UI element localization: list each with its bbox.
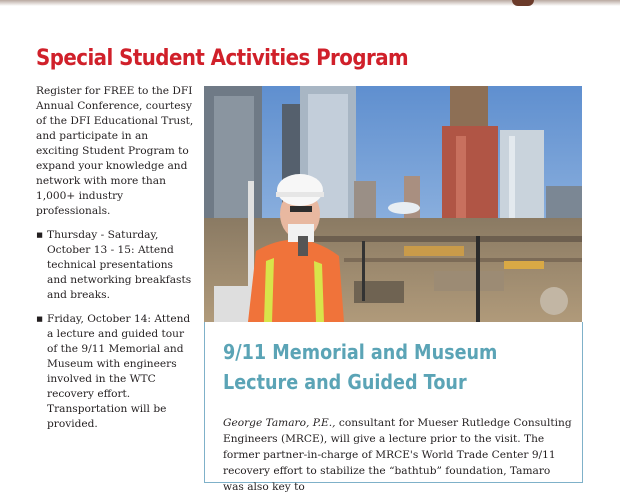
bullet-icon: ▪ (36, 313, 44, 325)
bullet-icon: ▪ (36, 229, 44, 241)
wtc-site-photo (204, 86, 582, 322)
feature-title: 9/11 Memorial and Museum Lecture and Guided Tour (223, 340, 498, 394)
feature-body (223, 415, 573, 495)
header-logo-icon (512, 0, 534, 6)
list-item (36, 228, 194, 303)
intro-paragraph: Register for FREE to the DFI Annual Conference, courtesy of the DFI Educational Trust, and participate in an exciting Student Program to expand your knowledge and network with more than 1,000+ industry professionals. (36, 85, 194, 217)
speaker-name: George Tamaro, P.E., (223, 416, 336, 429)
left-column (36, 84, 194, 441)
page-title: Special Student Activities Program (36, 46, 409, 71)
event-text: Thursday - Saturday, October 13 - 15: Attend technical presentations and networking breakfasts and breaks. (47, 229, 192, 301)
event-text: Friday, October 14: Attend a lecture and guided tour of the 9/11 Memorial and Museum with engineers involved in the WTC recovery effort. Transportation will be provided. (47, 313, 191, 430)
event-list (36, 228, 194, 432)
wtc-site-illustration (204, 86, 582, 322)
feature-text: consultant for Mueser Rutledge Consulting Engineers (MRCE), will give a lecture prior to the visit. The former partner-in-charge of MRCE's World Trade Center 9/11 recovery effort to stabilize the “bathtub” foundation, Tamaro was also key to (223, 416, 572, 493)
feature-box (204, 322, 583, 493)
list-item (36, 312, 194, 432)
